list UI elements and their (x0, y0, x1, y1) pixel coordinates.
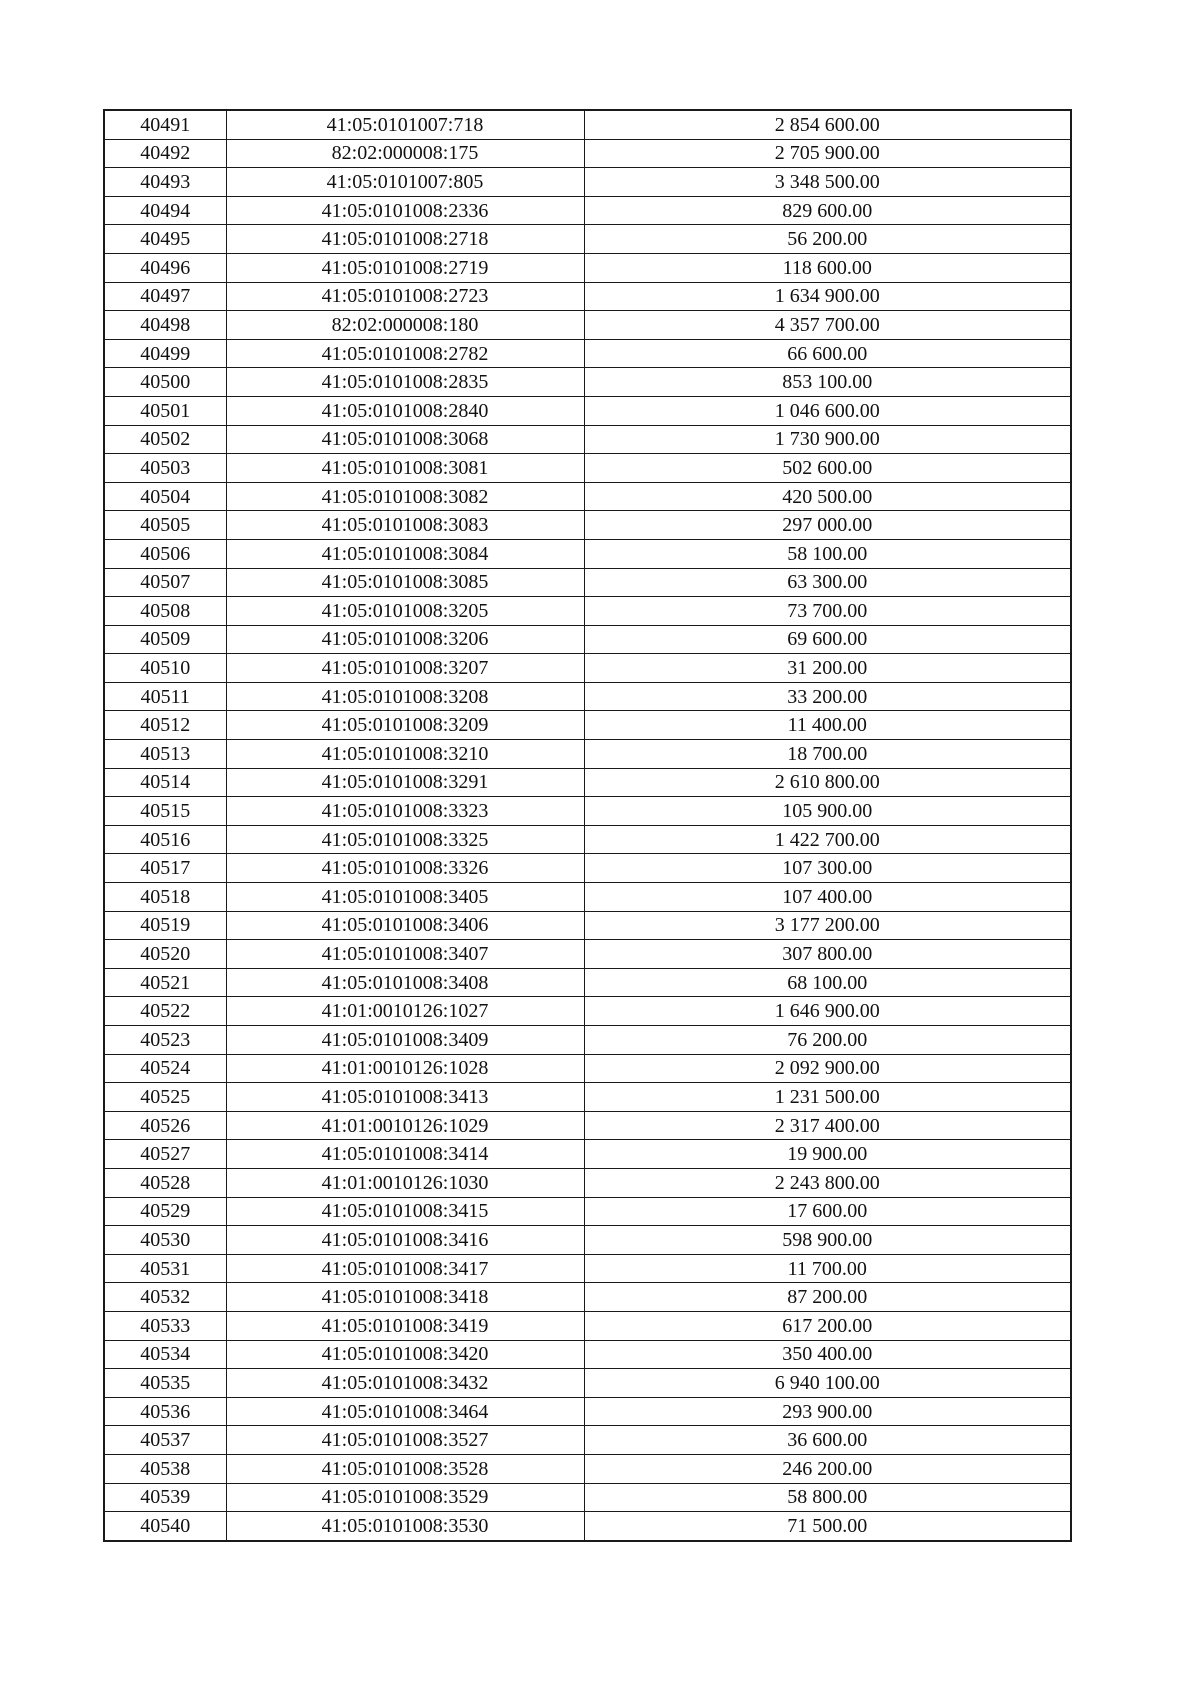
cadastral-number-cell: 41:05:0101008:3291 (226, 768, 584, 797)
table-row (104, 825, 1071, 854)
cadastral-value-cell: 1 634 900.00 (584, 282, 1071, 311)
table-row (104, 454, 1071, 483)
cadastral-number-cell: 41:05:0101008:2723 (226, 282, 584, 311)
row-number-cell: 40539 (104, 1483, 226, 1512)
table-row (104, 968, 1071, 997)
cadastral-value-cell: 4 357 700.00 (584, 311, 1071, 340)
table-row (104, 1111, 1071, 1140)
table-row (104, 740, 1071, 769)
cadastral-value-cell: 118 600.00 (584, 253, 1071, 282)
cadastral-number-cell: 41:05:0101008:3082 (226, 482, 584, 511)
table-row (104, 196, 1071, 225)
cadastral-number-cell: 41:05:0101008:3408 (226, 968, 584, 997)
cadastral-number-cell: 41:05:0101008:3081 (226, 454, 584, 483)
table-row (104, 1254, 1071, 1283)
table-row (104, 253, 1071, 282)
row-number-cell: 40518 (104, 883, 226, 912)
table-row (104, 1226, 1071, 1255)
row-number-cell: 40499 (104, 339, 226, 368)
table-row (104, 282, 1071, 311)
cadastral-value-cell: 617 200.00 (584, 1311, 1071, 1340)
cadastral-value-cell: 420 500.00 (584, 482, 1071, 511)
cadastral-number-cell: 41:05:0101008:3407 (226, 940, 584, 969)
cadastral-value-cell: 1 646 900.00 (584, 997, 1071, 1026)
row-number-cell: 40526 (104, 1111, 226, 1140)
table-row (104, 682, 1071, 711)
table-row (104, 1311, 1071, 1340)
cadastral-value-cell: 297 000.00 (584, 511, 1071, 540)
cadastral-value-cell: 2 610 800.00 (584, 768, 1071, 797)
row-number-cell: 40533 (104, 1311, 226, 1340)
cadastral-value-cell: 71 500.00 (584, 1512, 1071, 1541)
cadastral-value-cell: 829 600.00 (584, 196, 1071, 225)
row-number-cell: 40509 (104, 625, 226, 654)
cadastral-number-cell: 41:05:0101008:2840 (226, 396, 584, 425)
row-number-cell: 40530 (104, 1226, 226, 1255)
table-row (104, 339, 1071, 368)
row-number-cell: 40491 (104, 110, 226, 139)
cadastral-value-cell: 31 200.00 (584, 654, 1071, 683)
cadastral-value-cell: 2 705 900.00 (584, 139, 1071, 168)
row-number-cell: 40517 (104, 854, 226, 883)
cadastral-number-cell: 41:05:0101008:3419 (226, 1311, 584, 1340)
table-row (104, 797, 1071, 826)
cadastral-number-cell: 41:05:0101008:3417 (226, 1254, 584, 1283)
cadastral-value-cell: 2 317 400.00 (584, 1111, 1071, 1140)
row-number-cell: 40501 (104, 396, 226, 425)
row-number-cell: 40514 (104, 768, 226, 797)
cadastral-number-cell: 41:05:0101008:3085 (226, 568, 584, 597)
row-number-cell: 40528 (104, 1168, 226, 1197)
cadastral-value-cell: 36 600.00 (584, 1426, 1071, 1455)
cadastral-number-cell: 41:05:0101007:718 (226, 110, 584, 139)
row-number-cell: 40496 (104, 253, 226, 282)
cadastral-number-cell: 41:05:0101008:3432 (226, 1369, 584, 1398)
cadastral-value-cell: 1 730 900.00 (584, 425, 1071, 454)
table-row (104, 425, 1071, 454)
table-row (104, 1026, 1071, 1055)
cadastral-number-cell: 82:02:000008:180 (226, 311, 584, 340)
cadastral-value-cell: 246 200.00 (584, 1454, 1071, 1483)
table-row (104, 225, 1071, 254)
cadastral-number-cell: 41:05:0101008:3209 (226, 711, 584, 740)
cadastral-value-cell: 502 600.00 (584, 454, 1071, 483)
cadastral-number-cell: 41:05:0101008:3413 (226, 1083, 584, 1112)
table-row (104, 1340, 1071, 1369)
cadastral-number-cell: 41:05:0101008:3530 (226, 1512, 584, 1541)
cadastral-number-cell: 41:05:0101008:3208 (226, 682, 584, 711)
cadastral-value-cell: 107 300.00 (584, 854, 1071, 883)
table-row (104, 1426, 1071, 1455)
cadastral-value-cell: 33 200.00 (584, 682, 1071, 711)
cadastral-number-cell: 41:05:0101008:3325 (226, 825, 584, 854)
row-number-cell: 40505 (104, 511, 226, 540)
cadastral-number-cell: 41:05:0101008:3409 (226, 1026, 584, 1055)
row-number-cell: 40513 (104, 740, 226, 769)
cadastral-number-cell: 82:02:000008:175 (226, 139, 584, 168)
table-row (104, 997, 1071, 1026)
row-number-cell: 40511 (104, 682, 226, 711)
row-number-cell: 40495 (104, 225, 226, 254)
cadastral-number-cell: 41:01:0010126:1028 (226, 1054, 584, 1083)
cadastral-value-cell: 11 400.00 (584, 711, 1071, 740)
cadastral-number-cell: 41:05:0101008:3326 (226, 854, 584, 883)
cadastral-number-cell: 41:05:0101008:2719 (226, 253, 584, 282)
row-number-cell: 40531 (104, 1254, 226, 1283)
cadastral-value-cell: 68 100.00 (584, 968, 1071, 997)
table-row (104, 1397, 1071, 1426)
row-number-cell: 40538 (104, 1454, 226, 1483)
row-number-cell: 40494 (104, 196, 226, 225)
cadastral-number-cell: 41:05:0101008:3206 (226, 625, 584, 654)
cadastral-number-cell: 41:05:0101008:3084 (226, 539, 584, 568)
cadastral-value-cell: 66 600.00 (584, 339, 1071, 368)
cadastral-value-cell: 2 854 600.00 (584, 110, 1071, 139)
row-number-cell: 40532 (104, 1283, 226, 1312)
row-number-cell: 40493 (104, 168, 226, 197)
cadastral-value-cell: 6 940 100.00 (584, 1369, 1071, 1398)
cadastral-number-cell: 41:05:0101008:3415 (226, 1197, 584, 1226)
table-row (104, 911, 1071, 940)
row-number-cell: 40535 (104, 1369, 226, 1398)
cadastral-value-cell: 307 800.00 (584, 940, 1071, 969)
table-row (104, 1083, 1071, 1112)
cadastral-value-cell: 63 300.00 (584, 568, 1071, 597)
cadastral-value-cell: 87 200.00 (584, 1283, 1071, 1312)
cadastral-value-cell: 2 092 900.00 (584, 1054, 1071, 1083)
cadastral-number-cell: 41:05:0101008:3416 (226, 1226, 584, 1255)
cadastral-number-cell: 41:05:0101008:2835 (226, 368, 584, 397)
cadastral-value-cell: 1 046 600.00 (584, 396, 1071, 425)
table-row (104, 654, 1071, 683)
cadastral-number-cell: 41:05:0101008:3528 (226, 1454, 584, 1483)
cadastral-value-table (103, 109, 1072, 1542)
cadastral-number-cell: 41:01:0010126:1029 (226, 1111, 584, 1140)
cadastral-value-cell: 69 600.00 (584, 625, 1071, 654)
row-number-cell: 40500 (104, 368, 226, 397)
row-number-cell: 40492 (104, 139, 226, 168)
cadastral-number-cell: 41:05:0101008:3464 (226, 1397, 584, 1426)
cadastral-value-cell: 1 231 500.00 (584, 1083, 1071, 1112)
cadastral-number-cell: 41:05:0101008:3527 (226, 1426, 584, 1455)
table-row (104, 854, 1071, 883)
cadastral-value-cell: 11 700.00 (584, 1254, 1071, 1283)
cadastral-number-cell: 41:05:0101008:3068 (226, 425, 584, 454)
row-number-cell: 40537 (104, 1426, 226, 1455)
cadastral-value-cell: 350 400.00 (584, 1340, 1071, 1369)
row-number-cell: 40506 (104, 539, 226, 568)
table-row (104, 940, 1071, 969)
cadastral-value-cell: 58 800.00 (584, 1483, 1071, 1512)
row-number-cell: 40525 (104, 1083, 226, 1112)
cadastral-value-cell: 598 900.00 (584, 1226, 1071, 1255)
cadastral-value-cell: 107 400.00 (584, 883, 1071, 912)
cadastral-number-cell: 41:01:0010126:1030 (226, 1168, 584, 1197)
row-number-cell: 40534 (104, 1340, 226, 1369)
cadastral-value-cell: 56 200.00 (584, 225, 1071, 254)
table-body (104, 110, 1071, 1541)
cadastral-value-cell: 1 422 700.00 (584, 825, 1071, 854)
cadastral-number-cell: 41:01:0010126:1027 (226, 997, 584, 1026)
cadastral-number-cell: 41:05:0101008:3083 (226, 511, 584, 540)
row-number-cell: 40519 (104, 911, 226, 940)
table-row (104, 1483, 1071, 1512)
cadastral-value-cell: 19 900.00 (584, 1140, 1071, 1169)
table-row (104, 368, 1071, 397)
row-number-cell: 40497 (104, 282, 226, 311)
table-row (104, 568, 1071, 597)
cadastral-number-cell: 41:05:0101008:3414 (226, 1140, 584, 1169)
cadastral-value-cell: 853 100.00 (584, 368, 1071, 397)
table-row (104, 883, 1071, 912)
row-number-cell: 40498 (104, 311, 226, 340)
table-row (104, 1512, 1071, 1541)
cadastral-number-cell: 41:05:0101008:3529 (226, 1483, 584, 1512)
row-number-cell: 40508 (104, 597, 226, 626)
cadastral-value-cell: 73 700.00 (584, 597, 1071, 626)
cadastral-value-cell: 293 900.00 (584, 1397, 1071, 1426)
cadastral-number-cell: 41:05:0101008:2336 (226, 196, 584, 225)
row-number-cell: 40527 (104, 1140, 226, 1169)
table-row (104, 1197, 1071, 1226)
table-row (104, 139, 1071, 168)
table-row (104, 110, 1071, 139)
cadastral-number-cell: 41:05:0101008:3420 (226, 1340, 584, 1369)
cadastral-number-cell: 41:05:0101008:3210 (226, 740, 584, 769)
table-row (104, 168, 1071, 197)
cadastral-number-cell: 41:05:0101008:2782 (226, 339, 584, 368)
cadastral-value-cell: 3 177 200.00 (584, 911, 1071, 940)
table-row (104, 1140, 1071, 1169)
table-row (104, 625, 1071, 654)
cadastral-value-cell: 76 200.00 (584, 1026, 1071, 1055)
cadastral-number-cell: 41:05:0101008:3418 (226, 1283, 584, 1312)
cadastral-number-cell: 41:05:0101008:2718 (226, 225, 584, 254)
cadastral-value-cell: 58 100.00 (584, 539, 1071, 568)
table-row (104, 482, 1071, 511)
table-row (104, 711, 1071, 740)
cadastral-number-cell: 41:05:0101008:3205 (226, 597, 584, 626)
row-number-cell: 40521 (104, 968, 226, 997)
cadastral-number-cell: 41:05:0101007:805 (226, 168, 584, 197)
row-number-cell: 40540 (104, 1512, 226, 1541)
row-number-cell: 40502 (104, 425, 226, 454)
table-row (104, 311, 1071, 340)
cadastral-number-cell: 41:05:0101008:3323 (226, 797, 584, 826)
row-number-cell: 40507 (104, 568, 226, 597)
row-number-cell: 40520 (104, 940, 226, 969)
row-number-cell: 40516 (104, 825, 226, 854)
row-number-cell: 40503 (104, 454, 226, 483)
row-number-cell: 40512 (104, 711, 226, 740)
table-row (104, 511, 1071, 540)
cadastral-value-cell: 3 348 500.00 (584, 168, 1071, 197)
row-number-cell: 40515 (104, 797, 226, 826)
cadastral-value-cell: 2 243 800.00 (584, 1168, 1071, 1197)
row-number-cell: 40529 (104, 1197, 226, 1226)
row-number-cell: 40536 (104, 1397, 226, 1426)
cadastral-value-cell: 105 900.00 (584, 797, 1071, 826)
table-row (104, 1369, 1071, 1398)
row-number-cell: 40510 (104, 654, 226, 683)
table-row (104, 1283, 1071, 1312)
row-number-cell: 40523 (104, 1026, 226, 1055)
cadastral-number-cell: 41:05:0101008:3405 (226, 883, 584, 912)
table-row (104, 1454, 1071, 1483)
table-row (104, 768, 1071, 797)
table-row (104, 539, 1071, 568)
row-number-cell: 40504 (104, 482, 226, 511)
cadastral-number-cell: 41:05:0101008:3207 (226, 654, 584, 683)
table-row (104, 396, 1071, 425)
cadastral-value-cell: 18 700.00 (584, 740, 1071, 769)
table-row (104, 597, 1071, 626)
table-row (104, 1168, 1071, 1197)
cadastral-number-cell: 41:05:0101008:3406 (226, 911, 584, 940)
row-number-cell: 40524 (104, 1054, 226, 1083)
table-row (104, 1054, 1071, 1083)
row-number-cell: 40522 (104, 997, 226, 1026)
cadastral-value-cell: 17 600.00 (584, 1197, 1071, 1226)
